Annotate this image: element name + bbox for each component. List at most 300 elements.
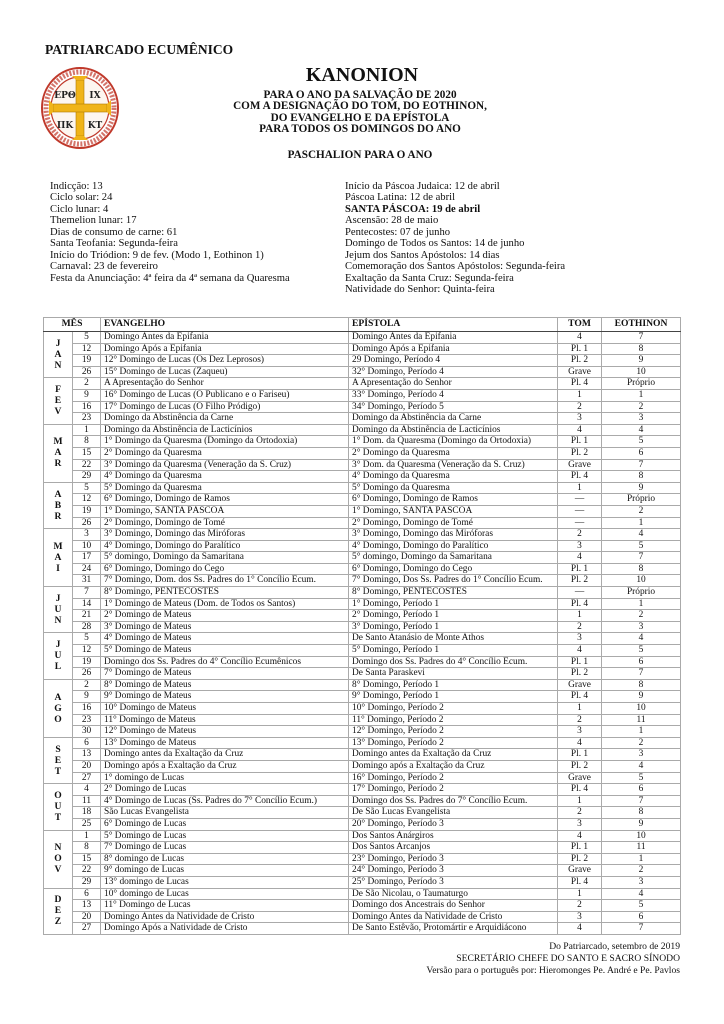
info-line: Ciclo solar: 24 xyxy=(50,192,113,204)
day-cell: 5 xyxy=(73,482,101,494)
info-line: Santa Teofania: Segunda-feira xyxy=(50,238,178,250)
header-month: MÊS xyxy=(44,318,101,332)
eothinon-cell: 3 xyxy=(602,749,681,761)
eothinon-cell: Próprio xyxy=(602,587,681,599)
gospel-cell: 6° Domingo de Lucas xyxy=(101,818,349,830)
table-row xyxy=(44,703,681,715)
tone-cell: 3 xyxy=(558,633,602,645)
tone-cell: Pl. 2 xyxy=(558,575,602,587)
table-row xyxy=(44,459,681,471)
table-row xyxy=(44,737,681,749)
tone-cell: 1 xyxy=(558,482,602,494)
epistle-cell: 5° domingo, Domingo da Samaritana xyxy=(349,552,558,564)
epistle-cell: Domingo após a Exaltação da Cruz xyxy=(349,760,558,772)
table-row xyxy=(44,424,681,436)
epistle-cell: 13° Domingo, Período 2 xyxy=(349,737,558,749)
eothinon-cell: 1 xyxy=(602,598,681,610)
table-row xyxy=(44,691,681,703)
tone-cell: 1 xyxy=(558,888,602,900)
epistle-cell: 7° Domingo, Dos Ss. Padres do 1° Concílio Ecum. xyxy=(349,575,558,587)
table-row xyxy=(44,656,681,668)
table-row xyxy=(44,563,681,575)
eothinon-cell: 6 xyxy=(602,447,681,459)
month-label: AGO xyxy=(54,691,62,725)
table-row xyxy=(44,784,681,796)
header-tone: TOM xyxy=(558,318,602,332)
day-cell: 21 xyxy=(73,610,101,622)
eothinon-cell: 11 xyxy=(602,842,681,854)
eothinon-cell: 5 xyxy=(602,540,681,552)
day-cell: 7 xyxy=(73,587,101,599)
tone-cell: 3 xyxy=(558,818,602,830)
epistle-cell: De São Lucas Evangelista xyxy=(349,807,558,819)
table-row xyxy=(44,575,681,587)
eothinon-cell: 3 xyxy=(602,413,681,425)
table-row xyxy=(44,598,681,610)
day-cell: 23 xyxy=(73,714,101,726)
table-row xyxy=(44,853,681,865)
table-row xyxy=(44,332,681,344)
day-cell: 13 xyxy=(73,749,101,761)
eothinon-cell: 4 xyxy=(602,424,681,436)
table-row xyxy=(44,413,681,425)
tone-cell: 1 xyxy=(558,795,602,807)
gospel-cell: 12° Domingo de Mateus xyxy=(101,726,349,738)
table-row xyxy=(44,621,681,633)
eothinon-cell: 4 xyxy=(602,529,681,541)
month-label: DEZ xyxy=(54,894,62,928)
epistle-cell: Domingo Antes da Natividade de Cristo xyxy=(349,911,558,923)
epistle-cell: 5° Domingo, Período 1 xyxy=(349,645,558,657)
day-cell: 4 xyxy=(73,784,101,796)
table-row xyxy=(44,760,681,772)
eothinon-cell: 8 xyxy=(602,679,681,691)
table-row xyxy=(44,807,681,819)
info-line: Exaltação da Santa Cruz: Segunda-feira xyxy=(345,272,514,284)
day-cell: 16 xyxy=(73,703,101,715)
gospel-cell: 5° Domingo da Quaresma xyxy=(101,482,349,494)
day-cell: 12 xyxy=(73,494,101,506)
day-cell: 19 xyxy=(73,355,101,367)
month-cell xyxy=(44,888,73,934)
gospel-cell: 5° Domingo de Lucas xyxy=(101,830,349,842)
table-row xyxy=(44,749,681,761)
tone-cell: Pl. 1 xyxy=(558,842,602,854)
gospel-cell: 16° Domingo de Lucas (O Publicano e o Fariseu) xyxy=(101,389,349,401)
gospel-cell: 15° Domingo de Lucas (Zaqueu) xyxy=(101,366,349,378)
eothinon-cell: 2 xyxy=(602,610,681,622)
eothinon-cell: 7 xyxy=(602,795,681,807)
eothinon-cell: 4 xyxy=(602,888,681,900)
epistle-cell: 1° Domingo, Período 1 xyxy=(349,598,558,610)
tone-cell: Grave xyxy=(558,366,602,378)
eothinon-cell: 11 xyxy=(602,714,681,726)
table-row xyxy=(44,888,681,900)
tone-cell: 4 xyxy=(558,552,602,564)
gospel-cell: 9° domingo de Lucas xyxy=(101,865,349,877)
tone-cell: 4 xyxy=(558,424,602,436)
eothinon-cell: 8 xyxy=(602,563,681,575)
tone-cell: 2 xyxy=(558,401,602,413)
epistle-cell: De São Nicolau, o Taumaturgo xyxy=(349,888,558,900)
epistle-cell: 8° Domingo, Período 1 xyxy=(349,679,558,691)
eothinon-cell: 2 xyxy=(602,401,681,413)
tone-cell: 3 xyxy=(558,726,602,738)
gospel-cell: 7° Domingo de Lucas xyxy=(101,842,349,854)
epistle-cell: Domingo dos Ancestrais do Senhor xyxy=(349,900,558,912)
day-cell: 18 xyxy=(73,807,101,819)
day-cell: 27 xyxy=(73,923,101,935)
table-row xyxy=(44,447,681,459)
table-row xyxy=(44,552,681,564)
gospel-cell: 1° domingo de Lucas xyxy=(101,772,349,784)
epistle-cell: 2° Domingo, Domingo de Tomé xyxy=(349,517,558,529)
gospel-cell: 2° Domingo de Mateus xyxy=(101,610,349,622)
tone-cell: 2 xyxy=(558,807,602,819)
tone-cell: 2 xyxy=(558,900,602,912)
epistle-cell: Domingo dos Ss. Padres do 7° Concílio Ecum. xyxy=(349,795,558,807)
table-row xyxy=(44,830,681,842)
gospel-cell: 9° Domingo de Mateus xyxy=(101,691,349,703)
tone-cell: Pl. 2 xyxy=(558,668,602,680)
month-cell xyxy=(44,378,73,424)
tone-cell: Grave xyxy=(558,772,602,784)
gospel-cell: Domingo antes da Exaltação da Cruz xyxy=(101,749,349,761)
subtitle-line: PARA O ANO DA SALVAÇÃO DE 2020 xyxy=(263,89,457,101)
epistle-cell: De Santo Atanásio de Monte Athos xyxy=(349,633,558,645)
day-cell: 14 xyxy=(73,598,101,610)
gospel-cell: 10° Domingo de Mateus xyxy=(101,703,349,715)
tone-cell: Pl. 4 xyxy=(558,876,602,888)
footer-translation: Versão para o português por: Hieromonges Pe. André e Pe. Pavlos xyxy=(426,965,680,976)
epistle-cell: 33° Domingo, Período 4 xyxy=(349,389,558,401)
eothinon-cell: 7 xyxy=(602,459,681,471)
table-row xyxy=(44,633,681,645)
gospel-cell: 4° Domingo da Quaresma xyxy=(101,471,349,483)
month-cell xyxy=(44,784,73,830)
eothinon-cell: 9 xyxy=(602,482,681,494)
tone-cell: 4 xyxy=(558,830,602,842)
info-line: Natividade do Senhor: Quinta-feira xyxy=(345,284,495,296)
eothinon-cell: 2 xyxy=(602,505,681,517)
epistle-cell: 2° Domingo da Quaresma xyxy=(349,447,558,459)
day-cell: 5 xyxy=(73,332,101,344)
eothinon-cell: 8 xyxy=(602,343,681,355)
tone-cell: 2 xyxy=(558,714,602,726)
table-row xyxy=(44,876,681,888)
month-cell xyxy=(44,424,73,482)
gospel-cell: 11° Domingo de Lucas xyxy=(101,900,349,912)
epistle-cell: Domingo da Abstinência de Lacticínios xyxy=(349,424,558,436)
table-row xyxy=(44,587,681,599)
month-label: NOV xyxy=(54,842,62,876)
tone-cell: 1 xyxy=(558,703,602,715)
epistle-cell: 16° Domingo, Período 2 xyxy=(349,772,558,784)
gospel-cell: 11° Domingo de Mateus xyxy=(101,714,349,726)
day-cell: 19 xyxy=(73,656,101,668)
table-row xyxy=(44,529,681,541)
gospel-cell: 4° Domingo de Lucas (Ss. Padres do 7° Concílio Ecum.) xyxy=(101,795,349,807)
epistle-cell: Domingo dos Ss. Padres do 4° Concílio Ecum. xyxy=(349,656,558,668)
table-row xyxy=(44,911,681,923)
day-cell: 29 xyxy=(73,876,101,888)
day-cell: 17 xyxy=(73,552,101,564)
header-gospel: EVANGELHO xyxy=(101,318,349,332)
day-cell: 26 xyxy=(73,366,101,378)
table-row xyxy=(44,645,681,657)
table-row xyxy=(44,436,681,448)
gospel-cell: 2° Domingo da Quaresma xyxy=(101,447,349,459)
gospel-cell: 8° domingo de Lucas xyxy=(101,853,349,865)
gospel-cell: 5° Domingo de Mateus xyxy=(101,645,349,657)
eothinon-cell: 10 xyxy=(602,575,681,587)
epistle-cell: Dos Santos Anárgiros xyxy=(349,830,558,842)
subtitle xyxy=(200,90,520,135)
tone-cell: 4 xyxy=(558,332,602,344)
tone-cell: — xyxy=(558,517,602,529)
month-label: MAI xyxy=(53,540,63,574)
epistle-cell: Domingo da Abstinência da Carne xyxy=(349,413,558,425)
month-cell xyxy=(44,633,73,679)
day-cell: 29 xyxy=(73,471,101,483)
tone-cell: Pl. 4 xyxy=(558,471,602,483)
month-label: JAN xyxy=(54,337,62,371)
day-cell: 28 xyxy=(73,621,101,633)
gospel-cell: 2° Domingo de Lucas xyxy=(101,784,349,796)
eothinon-cell: 9 xyxy=(602,818,681,830)
gospel-cell: A Apresentação do Senhor xyxy=(101,378,349,390)
day-cell: 2 xyxy=(73,378,101,390)
table-row xyxy=(44,389,681,401)
day-cell: 8 xyxy=(73,842,101,854)
day-cell: 27 xyxy=(73,772,101,784)
eothinon-cell: 5 xyxy=(602,900,681,912)
gospel-cell: 2° Domingo, Domingo de Tomé xyxy=(101,517,349,529)
gospel-cell: Domingo da Abstinência da Carne xyxy=(101,413,349,425)
table-header-row xyxy=(44,318,681,332)
eothinon-cell: 6 xyxy=(602,911,681,923)
eothinon-cell: 3 xyxy=(602,876,681,888)
info-line: Ascensão: 28 de maio xyxy=(345,215,439,227)
gospel-cell: 7° Domingo de Mateus xyxy=(101,668,349,680)
tone-cell: Pl. 1 xyxy=(558,656,602,668)
gospel-cell: Domingo dos Ss. Padres do 4° Concílio Ecumênicos xyxy=(101,656,349,668)
day-cell: 22 xyxy=(73,459,101,471)
month-label: OUT xyxy=(54,790,62,824)
info-line: Pentecostes: 07 de junho xyxy=(345,226,451,238)
day-cell: 26 xyxy=(73,517,101,529)
info-line: Themelion lunar: 17 xyxy=(50,215,137,227)
month-cell xyxy=(44,332,73,378)
epistle-cell: 4° Domingo da Quaresma xyxy=(349,471,558,483)
table-row xyxy=(44,714,681,726)
paschalion-heading: PASCHALION PARA O ANO xyxy=(287,149,433,161)
epistle-cell: Domingo Após a Epifania xyxy=(349,343,558,355)
day-cell: 16 xyxy=(73,401,101,413)
day-cell: 9 xyxy=(73,691,101,703)
eothinon-cell: 2 xyxy=(602,865,681,877)
info-line: Início do Triódion: 9 de fev. (Modo 1, Eothinon 1) xyxy=(50,249,264,261)
tone-cell: Grave xyxy=(558,679,602,691)
kanonion-table xyxy=(43,317,681,935)
day-cell: 22 xyxy=(73,865,101,877)
epistle-cell: 23° Domingo, Período 3 xyxy=(349,853,558,865)
day-cell: 23 xyxy=(73,413,101,425)
epistle-cell: 32° Domingo, Período 4 xyxy=(349,366,558,378)
tone-cell: 2 xyxy=(558,529,602,541)
month-cell xyxy=(44,737,73,783)
eothinon-cell: 8 xyxy=(602,807,681,819)
gospel-cell: 1° Domingo de Mateus (Dom. de Todos os Santos) xyxy=(101,598,349,610)
tone-cell: Pl. 4 xyxy=(558,378,602,390)
day-cell: 19 xyxy=(73,505,101,517)
tone-cell: 1 xyxy=(558,610,602,622)
month-label: JUL xyxy=(54,639,62,673)
epistle-cell: 25° Domingo, Período 3 xyxy=(349,876,558,888)
day-cell: 13 xyxy=(73,900,101,912)
epistle-cell: 1° Domingo, SANTA PÁSCOA xyxy=(349,505,558,517)
epistle-cell: 3° Domingo, Período 1 xyxy=(349,621,558,633)
table-row xyxy=(44,482,681,494)
tone-cell: Pl. 4 xyxy=(558,784,602,796)
gospel-cell: 6° Domingo, Domingo do Cego xyxy=(101,563,349,575)
tone-cell: Pl. 1 xyxy=(558,563,602,575)
gospel-cell: 3° Domingo de Mateus xyxy=(101,621,349,633)
epistle-cell: Dos Santos Arcanjos xyxy=(349,842,558,854)
day-cell: 10 xyxy=(73,540,101,552)
subtitle-line: COM A DESIGNAÇÃO DO TOM, DO EOTHINON, xyxy=(233,100,487,113)
epistle-cell: 1° Dom. da Quaresma (Domingo da Ortodoxia) xyxy=(349,436,558,448)
info-line: Festa da Anunciação: 4ª feira da 4ª semana da Quaresma xyxy=(50,272,290,284)
info-line: Ciclo lunar: 4 xyxy=(50,203,109,215)
epistle-cell: 12° Domingo, Período 2 xyxy=(349,726,558,738)
info-line: Carnaval: 23 de fevereiro xyxy=(50,261,158,273)
table-row xyxy=(44,923,681,935)
epistle-cell: 2° Domingo, Período 1 xyxy=(349,610,558,622)
day-cell: 1 xyxy=(73,830,101,842)
gospel-cell: Domingo após a Exaltação da Cruz xyxy=(101,760,349,772)
day-cell: 25 xyxy=(73,818,101,830)
header-eothinon: EOTHINON xyxy=(602,318,681,332)
tone-cell: 2 xyxy=(558,621,602,633)
month-cell xyxy=(44,679,73,737)
info-line: Domingo de Todos os Santos: 14 de junho xyxy=(345,238,525,250)
epistle-cell: 3° Dom. da Quaresma (Veneração da S. Cruz) xyxy=(349,459,558,471)
epistle-cell: 20° Domingo, Período 3 xyxy=(349,818,558,830)
header-epistle: EPÍSTOLA xyxy=(349,318,558,332)
epistle-cell: Domingo antes da Exaltação da Cruz xyxy=(349,749,558,761)
day-cell: 6 xyxy=(73,737,101,749)
gospel-cell: 5° domingo, Domingo da Samaritana xyxy=(101,552,349,564)
table-row xyxy=(44,679,681,691)
gospel-cell: 13° Domingo de Mateus xyxy=(101,737,349,749)
tone-cell: Pl. 1 xyxy=(558,343,602,355)
eothinon-cell: 10 xyxy=(602,366,681,378)
info-line: SANTA PÁSCOA: 19 de abril xyxy=(345,203,481,215)
tone-cell: Grave xyxy=(558,865,602,877)
eothinon-cell: 7 xyxy=(602,332,681,344)
info-line: Jejum dos Santos Apóstolos: 14 dias xyxy=(345,249,500,261)
tone-cell: Pl. 4 xyxy=(558,691,602,703)
eothinon-cell: 4 xyxy=(602,633,681,645)
table-row xyxy=(44,505,681,517)
eothinon-cell: 10 xyxy=(602,830,681,842)
epistle-cell: 17° Domingo, Período 2 xyxy=(349,784,558,796)
info-line: Indicção: 13 xyxy=(50,181,103,192)
gospel-cell: 4° Domingo, Domingo do Paralítico xyxy=(101,540,349,552)
table-row xyxy=(44,471,681,483)
epistle-cell: 10° Domingo, Período 2 xyxy=(349,703,558,715)
tone-cell: 3 xyxy=(558,413,602,425)
info-line: Páscoa Latina: 12 de abril xyxy=(345,192,456,204)
info-right-column xyxy=(345,181,565,296)
eothinon-cell: 1 xyxy=(602,853,681,865)
epistle-cell: 11° Domingo, Período 2 xyxy=(349,714,558,726)
subtitle-line: DO EVANGELHO E DA EPÍSTOLA xyxy=(270,111,450,124)
epistle-cell: 34° Domingo, Período 5 xyxy=(349,401,558,413)
gospel-cell: 7° Domingo, Dom. dos Ss. Padres do 1° Concílio Ecum. xyxy=(101,575,349,587)
day-cell: 3 xyxy=(73,529,101,541)
table-row xyxy=(44,865,681,877)
info-line: Dias de consumo de carne: 61 xyxy=(50,226,178,238)
epistle-cell: Domingo Antes da Epifania xyxy=(349,332,558,344)
eothinon-cell: 1 xyxy=(602,389,681,401)
tone-cell: 4 xyxy=(558,645,602,657)
month-cell xyxy=(44,587,73,633)
organization-name: PATRIARCADO ECUMÊNICO xyxy=(45,42,234,57)
day-cell: 20 xyxy=(73,911,101,923)
month-label: JUN xyxy=(54,592,62,626)
table-row xyxy=(44,842,681,854)
tone-cell: Pl. 2 xyxy=(558,853,602,865)
month-label: ABR xyxy=(54,488,62,522)
day-cell: 12 xyxy=(73,343,101,355)
epistle-cell: 6° Domingo, Domingo de Ramos xyxy=(349,494,558,506)
gospel-cell: 1° Domingo da Quaresma (Domingo da Ortodoxia) xyxy=(101,436,349,448)
footer xyxy=(426,941,680,977)
eothinon-cell: 7 xyxy=(602,668,681,680)
footer-secretary: SECRETÁRIO CHEFE DO SANTO E SACRO SÍNODO xyxy=(456,953,680,964)
svg-text:ΠΚ: ΠΚ xyxy=(56,121,74,131)
epistle-cell: 4° Domingo, Domingo do Paralítico xyxy=(349,540,558,552)
epistle-cell: 24° Domingo, Período 3 xyxy=(349,865,558,877)
tone-cell: Grave xyxy=(558,459,602,471)
gospel-cell: 13° domingo de Lucas xyxy=(101,876,349,888)
day-cell: 12 xyxy=(73,645,101,657)
eothinon-cell: 7 xyxy=(602,923,681,935)
epistle-cell: 8° Domingo, PENTECOSTES xyxy=(349,587,558,599)
eothinon-cell: 2 xyxy=(602,737,681,749)
gospel-cell: Domingo Após a Epifania xyxy=(101,343,349,355)
page-title: KANONION xyxy=(305,64,419,86)
table-row xyxy=(44,818,681,830)
eothinon-cell: 1 xyxy=(602,726,681,738)
eothinon-cell: 9 xyxy=(602,691,681,703)
eothinon-cell: 4 xyxy=(602,760,681,772)
epistle-cell: De Santo Estêvão, Protomártir e Arquidiácono xyxy=(349,923,558,935)
day-cell: 26 xyxy=(73,668,101,680)
month-label: FEV xyxy=(54,384,62,418)
day-cell: 15 xyxy=(73,853,101,865)
tone-cell: — xyxy=(558,494,602,506)
table-row xyxy=(44,795,681,807)
tone-cell: Pl. 1 xyxy=(558,749,602,761)
eothinon-cell: 1 xyxy=(602,517,681,529)
epistle-cell: 29 Domingo, Período 4 xyxy=(349,355,558,367)
day-cell: 5 xyxy=(73,633,101,645)
svg-text:ΕΡΘ: ΕΡΘ xyxy=(54,91,76,101)
subtitle-line: PARA TODOS OS DOMINGOS DO ANO xyxy=(259,122,461,135)
